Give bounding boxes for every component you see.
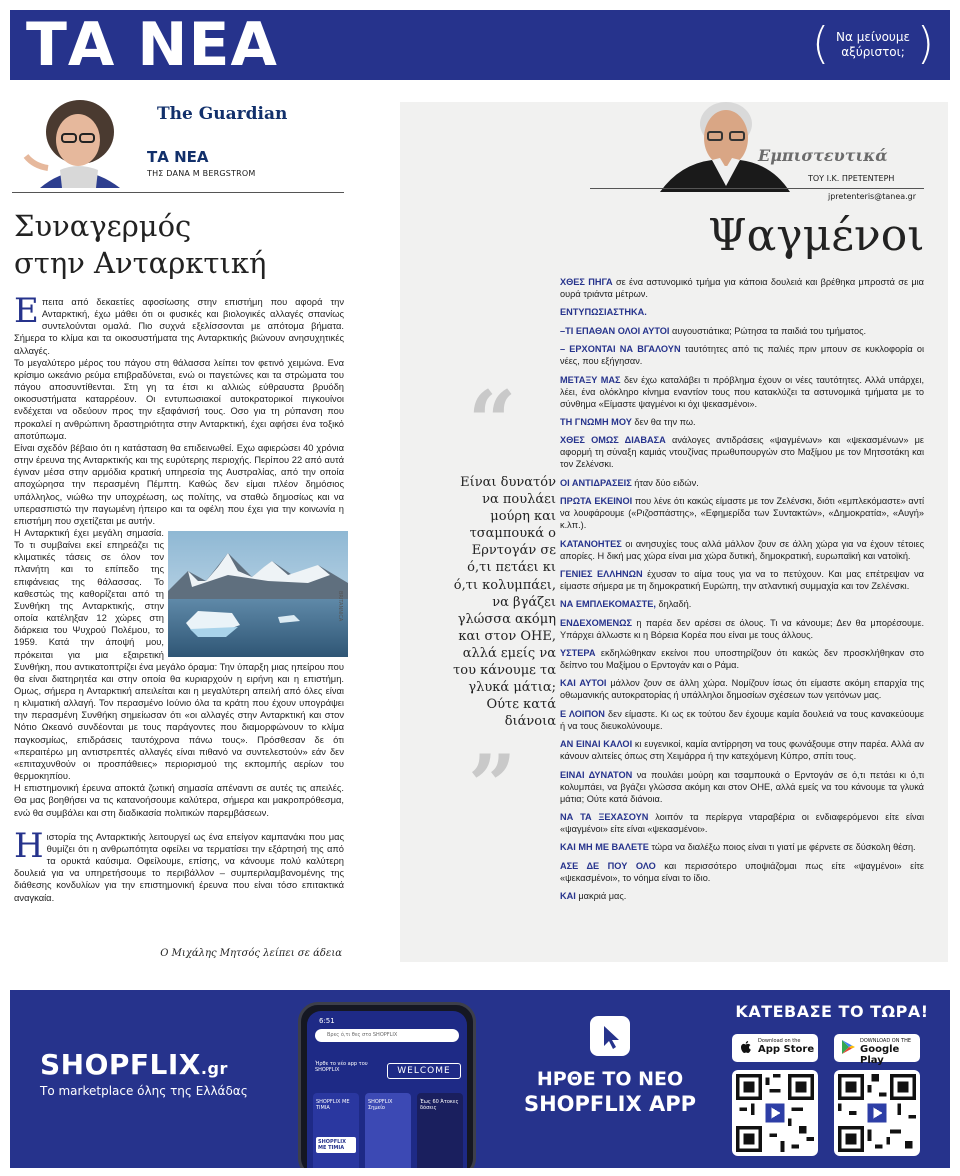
paragraph: Η Ανταρκτική έχει μεγάλη σημασία. Το τι συμβαίνει εκεί επηρεάζει τις κλιματικές τάσεις σε όλον τον πλανήτη και το επίπεδο της επιφάνειας της θάλασσας. Το καθεστώς της καθορίζεται από τη Συνθήκη της Ανταρκτικής, στην οποία κατέληξαν 12 χώρες στη διάρκεια του Ψυχρού Πολέμου, το 1959. Κατά την άποψή μου, πρόκειται για μια εξαιρετική Συνθήκη, που αντικατοπτρίζει ένα μεγάλο όραμα: Την ύπαρξη μιας ηπείρου που θα είναι διατηρητέα και στην οποία θα κυριαρχούν η ειρήνη και η επιστήμη. Ομως, σήμερα η Ανταρκτική απειλείται και η μεγαλύτερη απειλή από όλες είναι η κλιματική αλλαγή. Τον περασμένο Ιούνιο όλα τα κράτη που έχουν υπογράψει την περασμένη Συνθήκη σημείωσαν ότι «οι αλλαγές στην Ανταρκτική και στον Νότιο Ωκεανό συνδέονται με τους παράγοντες που διαμορφώνουν το κλίμα παγκοσμίως, επιδράσεις ταυτόχρονα πάνω τους». Πρόσθεσαν δε ότι «περαιτέρω μη αντιστρεπτές αλλαγές είναι πιθανό να συντελεστούν» εάν δεν «επιταχυνθούν οι προσπάθειες» περιορισμού της εκπομπής αερίων του θερμοκηπίου. — [14, 527, 344, 782]
open-quote-icon: “ — [468, 372, 517, 471]
guardian-logo: The Guardian — [157, 104, 288, 124]
drop-cap: Ε — [14, 291, 39, 331]
ad-tagline: Το marketplace όλης της Ελλάδας — [40, 1084, 248, 1098]
paragraph: –ΤΙ ΕΠΑΘΑΝ ΟΛΟΙ ΑΥΤΟΙ αυγουστιάτικα; Ρώτησα τα παιδιά του τμήματος. — [560, 325, 867, 336]
signature-note: Ο Μιχάλης Μητσός λείπει σε άδεια — [160, 948, 342, 959]
paragraph: Το μεγαλύτερο μέρος του πάγου στη θάλασσα λείπει τον φετινό χειμώνα. Ενα κρίσιμο ωκεάνιο ρεύμα επιβραδύνεται, ενώ οι παγετώνες και τα στρώματα του πάγου αποσυντίθενται. Στη γη τα έτσι κι αλλιώς εύθραυστα βρυόδη οικοσυστήματα καταρρέουν. Οι εντυπωσιακοί αυτοκρατορικοί πιγκουίνοι ενδέχεται να οδεύουν προς την εξαφάνισή τους. Οσο για τη ρύπανση που προκαλεί η ανθρώπινη δραστηριότητα στην Ανταρκτική, έχει αφήσει ένα τοξικό αποτύπωμα. — [14, 357, 344, 441]
paragraph: Ε ΛΟΙΠΟΝ δεν είμαστε. Κι ως εκ τούτου δεν έχουμε καμία δουλειά να τους κανακεύουμε ή να τους διευκολύνουμε. — [560, 708, 924, 731]
antarctica-photo — [168, 531, 348, 657]
paragraph: ΥΣΤΕΡΑ εκδηλώθηκαν εκείνοι που υποστηρίζουν ότι κακώς δεν προσκλήθηκαν στο δείπνο του Μαξίμου ο Ερντογάν και ο Ράμα. — [560, 648, 924, 671]
drop-cap: Η — [14, 825, 44, 866]
app-tile: SHOPFLIX Σημείο — [365, 1093, 411, 1168]
author-photo — [20, 96, 138, 188]
ad-cta — [500, 1016, 720, 1117]
byline: ΤΟΥ Ι.Κ. ΠΡΕΤΕΝΤΕΡΗ — [808, 174, 895, 183]
paragraph: ΚΑΤΑΝΟΗΤΕΣ οι ανησυχίες τους αλλά μάλλον ζουν σε άλλη χώρα για να έχουν τέτοιες απορίες. Η δική μας χώρα είναι μια χώρα δυτική, δημοκρατική, ευρωπαϊκή και νατοϊκή. — [560, 538, 924, 561]
phone-screen — [307, 1011, 467, 1168]
divider — [590, 188, 924, 189]
paragraph: ΝΑ ΤΑ ΞΕΧΑΣΟΥΝ λοιπόν τα περίεργα νταραβέρια οι ενδιαφερόμενοι είτε είναι «ψαγμένοι» είτε είναι «ψεκασμένοι». — [560, 812, 924, 835]
app-store-button[interactable]: Download on the App Store — [732, 1034, 818, 1062]
app-tiles — [313, 1093, 461, 1168]
headline-line-2: στην Ανταρκτική — [14, 246, 267, 280]
qr-code-googleplay[interactable] — [834, 1070, 920, 1156]
slogan-text: Να μείνουμε αξύριστοι; — [836, 30, 910, 59]
cta-line-1: ΗΡΘΕ ΤΟ ΝΕΟ — [536, 1068, 684, 1090]
close-quote-icon: ” — [468, 736, 517, 835]
paragraph: ΜΕΤΑΞΥ ΜΑΣ δεν έχω καταλάβει τι πρόβλημα έχουν οι νέες ταυτότητες. Αλλά υπάρχει, λέει, ένα ολόκληρο κίνημα εναντίον τους που κατακλύζει τα αστυνομικά τμήματα με το σύνθημα «Είμαστε ψαγμένοι κι όχι ψεκασμένοι». — [560, 374, 924, 409]
newspaper-title[interactable]: ΤΑ ΝΕΑ — [26, 10, 278, 80]
article-body — [560, 276, 924, 909]
left-article — [10, 86, 346, 976]
byline: ΤΗΣ DANA M BERGSTROM — [147, 169, 256, 178]
paragraph: ΝΑ ΕΜΠΛΕΚΟΜΑΣΤΕ, δηλαδή. — [560, 599, 692, 610]
left-parenthesis-icon: ( — [812, 18, 830, 69]
paragraph: ΑΝ ΕΙΝΑΙ ΚΑΛΟΙ κι ευγενικοί, καμία αντίρρηση να τους φωνάξουμε στην παρέα. Αλλά αν κάνουν αλιτείες όπως στη Χειμάρρα ή την κατεχόμενη Κύπρο, σπίτι τους. — [560, 739, 924, 762]
download-title: ΚΑΤΕΒΑΣΕ ΤΟ ΤΩΡΑ! — [735, 1002, 929, 1021]
paragraph: ΠΡΩΤΑ ΕΚΕΙΝΟΙ που λένε ότι κακώς είμαστε με τον Ζελένσκι, διότι «εμπλεκόμαστε» αντί να λουφάρουμε («Ριζοσπάστης», «Εφημερίδα των Συντακτών», «Δημοκρατία», «Αυγή» κ.λπ.). — [560, 496, 925, 531]
apple-icon — [738, 1039, 754, 1055]
photo-credit: BRITANNICA — [337, 590, 343, 622]
paragraph: ΕΝΤΥΠΩΣΙΑΣΤΗΚΑ. — [560, 307, 647, 318]
paragraph: ΧΘΕΣ ΟΜΩΣ ΔΙΑΒΑΣΑ ανάλογες αντιδράσεις «ψαγμένων» και «ψεκασμένων» με αφορμή τη σύναξη καμιάς ντουζίνας πρωθυπουργών στο Μαξίμου με τον Μητσοτάκη και τον Ζελένσκι. — [560, 435, 924, 470]
right-parenthesis-icon: ) — [916, 18, 934, 69]
app-search-input: Βρες ό,τι θες στο SHOPFLIX — [315, 1029, 459, 1042]
paragraph: ΓΕΝΙΕΣ ΕΛΛΗΝΩΝ έχυσαν το αίμα τους για να το πετύχουν. Και μας επέτρεψαν να είμαστε σήμερα με τη δημοκρατική Ευρώπη, την ατλαντική συμμαχία και τον Ζελένσκι. — [560, 568, 924, 591]
paragraph: ΚΑΙ μακριά μας. — [560, 891, 627, 902]
app-tile: Έως 60 Άτοκες δόσεις — [417, 1093, 463, 1168]
paragraph: ΟΙ ΑΝΤΙΔΡΑΣΕΙΣ ήταν δύο ειδών. — [560, 477, 699, 488]
right-article — [360, 86, 950, 976]
paragraph: Είναι σχεδόν βέβαιο ότι η κατάσταση θα επιδεινωθεί. Εχω αφιερώσει 40 χρόνια στην έρευνα της Ανταρκτικής και της ευρύτερης περιοχής. Περίπου 22 από αυτά έγιναν μέσα στην αρμόδια κρατική υπηρεσία της Αυστραλίας, από την οποία αποχώρησα την περασμένη Πέμπτη. Καθώς δεν είμαι πλέον δημόσιος υπάλληλος, νιώθω την υποχρέωση, ως πολίτης, να σταθώ δημοσίως και να υπερασπιστώ την παγωμένη ήπειρο και τα οφέλη που έχει για την κοινωνία η επιστήμη που σχετίζεται με αυτήν. — [14, 442, 344, 526]
paragraph: Η ιστορία της Ανταρκτικής λειτουργεί ως ένα επείγον καμπανάκι που μας θυμίζει ότι η ανθρωπότητα οφείλει να τερματίσει την εξάρτησή της από τα ορυκτά καύσιμα. Οφείλουμε, επίσης, να κάνουμε πολύ καλύτερη δουλειά για να υπηρετήσουμε το περιβάλλον – συμπεριλαμβανομένης της διάθεσης κονδυλίων για την επιστημονική έρευνα που είναι τόσο επιτακτικά αναγκαία. — [14, 825, 344, 903]
paragraph: ΚΑΙ ΑΥΤΟΙ μάλλον ζουν σε άλλη χώρα. Νομίζουν ίσως ότι είμαστε ακόμη επαρχία της οθωμανικής αυτοκρατορίας ή υπάλληλοι δημοσίων σχέσεων των γειτόνων μας. — [560, 678, 924, 701]
google-play-icon — [840, 1039, 856, 1055]
google-play-button[interactable]: DOWNLOAD ON THE Google Play — [834, 1034, 920, 1062]
paragraph: ΤΗ ΓΝΩΜΗ ΜΟΥ δεν θα την πω. — [560, 416, 696, 427]
article-headline: Ψαγμένοι — [708, 210, 925, 261]
paragraph: ΧΘΕΣ ΠΗΓΑ σε ένα αστυνομικό τμήμα για κάποια δουλειά και βρέθηκα μπροστά σε μια ουρά τριάντα μέτρων. — [560, 277, 924, 299]
paragraph: ΑΣΕ ΔΕ ΠΟΥ ΟΛΟ και περισσότερο υποψιάζομαι πως είτε «ψαγμένοι» είτε «ψεκασμένοι», το νόημα είναι το ίδιο. — [560, 860, 924, 883]
cursor-click-icon — [590, 1016, 630, 1056]
shopflix-ad-banner[interactable] — [10, 990, 950, 1168]
masthead — [10, 10, 950, 80]
paragraph: ΕΝΔΕΧΟΜΕΝΩΣ η παρέα δεν αρέσει σε όλους. Τι να κάνουμε; Δεν θα μπορέσουμε. Υπάρχει άλλωστε κι η Βόρεια Κορέα που είναι με τους άλλους. — [560, 617, 924, 640]
shopflix-logo[interactable]: SHOPFLIX.gr — [40, 1048, 228, 1081]
iceberg-image — [168, 531, 348, 657]
qr-code-appstore[interactable] — [732, 1070, 818, 1156]
column-name: Εμπιστευτικά — [758, 146, 888, 165]
article-headline — [14, 208, 344, 282]
welcome-banner: WELCOME — [387, 1063, 461, 1079]
section-label: ΤΑ ΝΕΑ — [147, 148, 209, 166]
app-tile: SHOPFLIX ΜΕ ΤΙΜΙΑ SHOPFLIX ΜΕ ΤΙΜΙΑ — [313, 1093, 359, 1168]
masthead-slogan — [814, 20, 932, 70]
article-body — [14, 291, 344, 904]
paragraph: Επειτα από δεκαετίες αφοσίωσης στην επιστήμη που αφορά την Ανταρκτική, έχω μάθει ότι οι φυσικές και βιολογικές αλλαγές σπανίως συντελούνται ομαλά. Πιο συχνά εξελίσσονται με απότομα βήματα. Σήμερα το κλίμα και τα οικοσυστήματα της Ανταρκτικής βιώνουν ανησυχητικές αλλαγές. — [14, 291, 344, 356]
pull-quote: Είναι δυνατόν να πουλάει μούρη και τσαμπουκά ο Ερντογάν σε ό,τι πετάει κι ό,τι κολυμπάει, να βγάζει γλώσσα ακόμη και στον ΟΗΕ, αλλά εμείς να του κάνουμε τα γλυκά μάτια; Ούτε κατά διάνοια — [453, 475, 556, 730]
phone-mockup — [298, 1002, 476, 1168]
paragraph: ΚΑΙ ΜΗ ΜΕ ΒΑΛΕΤΕ τώρα να διαλέξω ποιος είναι τι γιατί με φέρνετε σε δύσκολη θέση. — [560, 842, 916, 853]
headline-line-1: Συναγερμός — [14, 209, 192, 243]
author-email[interactable]: jpretenteris@tanea.gr — [828, 192, 917, 201]
cta-line-2: SHOPFLIX APP — [523, 1092, 697, 1116]
columnist-photo — [660, 96, 790, 192]
paragraph: – ΕΡΧΟΝΤΑΙ ΝΑ ΒΓΑΛΟΥΝ ταυτότητες από τις παλιές πριν μπουν σε κυκλοφορία οι νέες, που εξήγησαν. — [560, 344, 924, 367]
paragraph: Η επιστημονική έρευνα αποκτά ζωτική σημασία απέναντι σε αυτές τις απειλές. Θα μας βοηθήσει να τις κατανοήσουμε καλύτερα, σήμερα και μακροπρόθεσμα, ενώ θα συμβάλει και στη διαδικασία πολιτικών παρεμβάσεων. — [14, 783, 344, 818]
paragraph: ΕΙΝΑΙ ΔΥΝΑΤΟΝ να πουλάει μούρη και τσαμπουκά ο Ερντογάν σε ό,τι πετάει κι ό,τι κολυμπάει, να βγάζει γλώσσα ακόμη και στον ΟΗΕ, αλλά εμείς να του κάνουμε τα γλυκά μάτια; Ούτε κατά διάνοια. — [560, 769, 924, 804]
phone-clock: 6:51 — [319, 1017, 335, 1025]
divider — [12, 192, 344, 193]
app-promo-text: Ήρθε το νέο app του SHOPFLIX — [315, 1061, 368, 1073]
